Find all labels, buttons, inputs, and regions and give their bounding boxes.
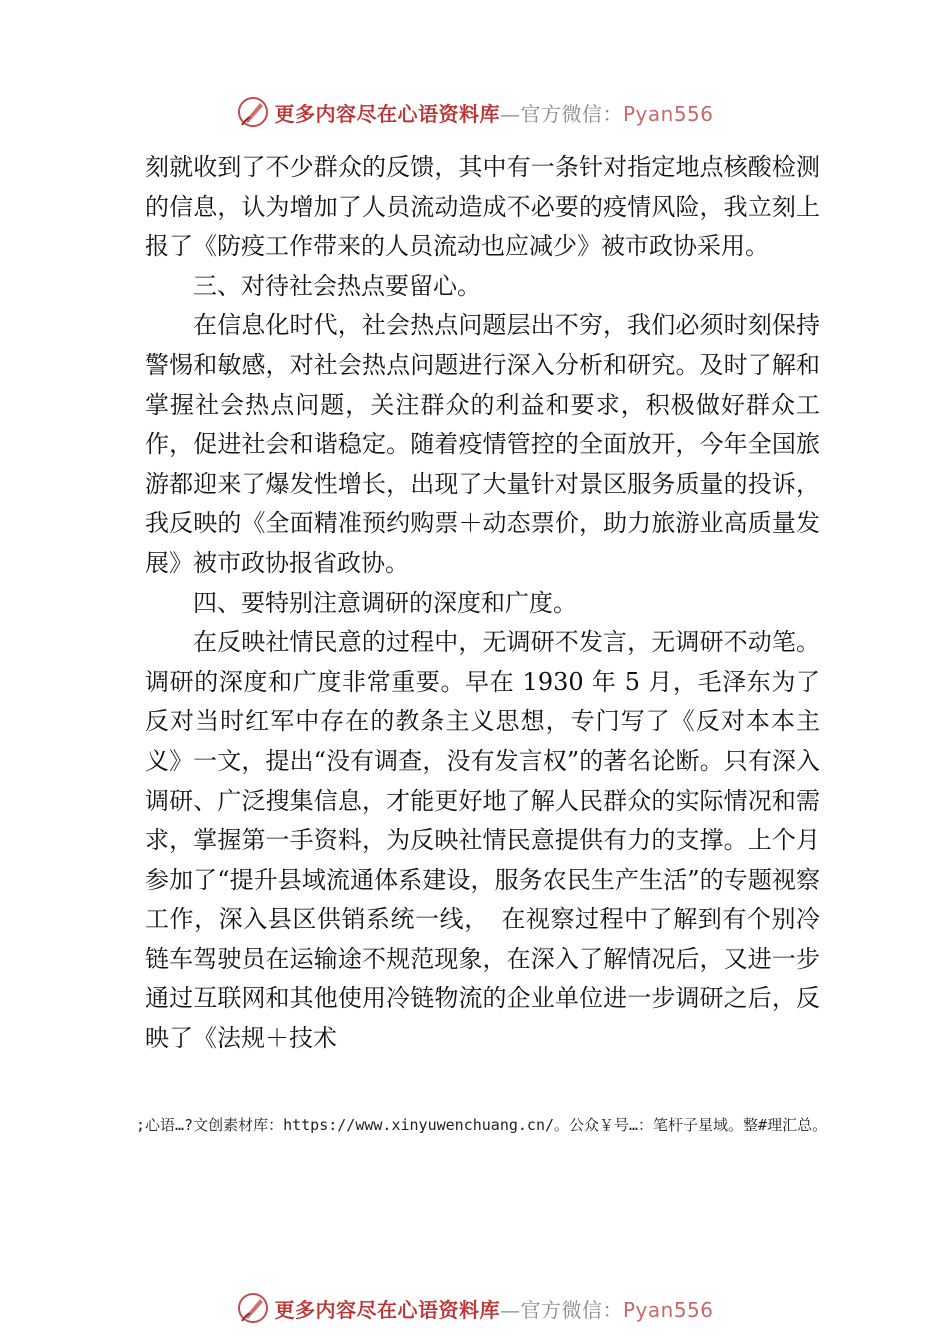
- section-heading-3: 三、对待社会热点要留心。: [193, 271, 481, 300]
- watermark-text: [274, 1294, 713, 1323]
- footer-note: ;心语…?文创素材库：https://www.xinyuwenchuang.cn/。公众￥号…：笔杆子星域。整#理汇总。: [136, 1116, 828, 1134]
- quill-logo-icon: [236, 1291, 270, 1325]
- watermark-wechat-label: —官方微信：: [499, 101, 623, 126]
- watermark-wechat-id: Pyan556: [622, 101, 714, 126]
- watermark-text: [274, 98, 713, 127]
- document-body: [145, 148, 820, 1059]
- header-watermark: [0, 92, 950, 132]
- watermark-brand: 更多内容尽在心语资料库: [274, 1297, 500, 1322]
- quill-logo-icon: [236, 95, 270, 129]
- watermark-wechat-id: Pyan556: [622, 1297, 714, 1322]
- watermark-brand: 更多内容尽在心语资料库: [274, 101, 500, 126]
- paragraph: 刻就收到了不少群众的反馈，其中有一条针对指定地点核酸检测的信息，认为增加了人员流动造成不必要的疫情风险，我立刻上报了《防疫工作带来的人员流动也应减少》被市政协采用。: [145, 153, 820, 261]
- section-heading-4: 四、要特别注意调研的深度和广度。: [193, 588, 577, 617]
- paragraph: 在信息化时代，社会热点问题层出不穷，我们必须时刻保持警惕和敏感，对社会热点问题进行深入分析和研究。及时了解和掌握社会热点问题，关注群众的利益和要求，积极做好群众工作，促进社会和谐稳定。随着疫情管控的全面放开，今年全国旅游都迎来了爆发性增长，出现了大量针对景区服务质量的投诉，我反映的《全面精准预约购票＋动态票价，助力旅游业高质量发展》被市政协报省政协。: [145, 311, 820, 577]
- watermark-wechat-label: —官方微信：: [499, 1297, 623, 1322]
- footer-watermark: [0, 1288, 950, 1328]
- paragraph: 在反映社情民意的过程中，无调研不发言，无调研不动笔。调研的深度和广度非常重要。早在 1930 年 5 月，毛泽东为了反对当时红军中存在的教条主义思想，专门写了《反对本本主义》一文，提出“没有调查，没有发言权”的著名论断。只有深入调研、广泛搜集信息，才能更好地了解人民群众的实际情况和需求，掌握第一手资料，为反映社情民意提供有力的支撑。上个月参加了“提升县域流通体系建设，服务农民生产生活”的专题视察工作，深入县区供销系统一线， 在视察过程中了解到有个别冷链车驾驶员在运输途不规范现象，在深入了解情况后，又进一步通过互联网和其他使用冷链物流的企业单位进一步调研之后，反映了《法规＋技术: [145, 628, 820, 1053]
